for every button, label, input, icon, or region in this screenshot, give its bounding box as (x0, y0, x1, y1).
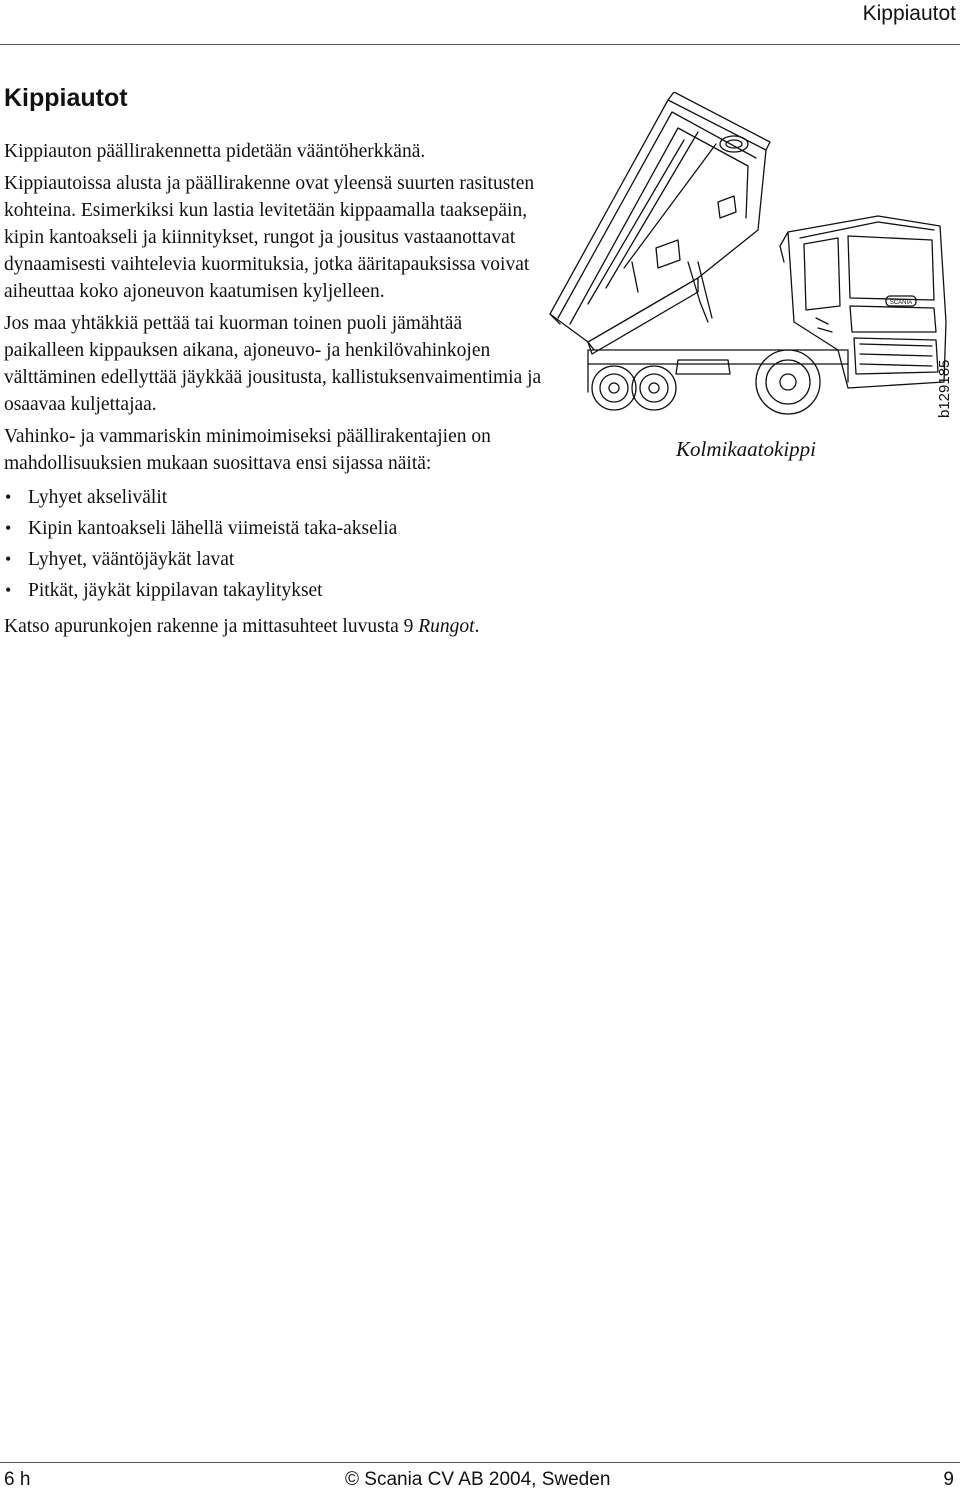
tipper-body (550, 92, 770, 354)
paragraph: Kippiautoissa alusta ja päällirakenne ovat yleensä suurten rasitusten kohteina. Esimerkiksi kun lastia levitetään kippaamalla taaksepäin, kipin kantoakseli ja kiinnitykset, rungot ja jousitus vastaanottavat dynaamisesti vaihtelevia kuormituksia, jotka ääritapauksissa voivat aiheuttaa koko ajoneuvon kaatumisen kyljelleen. (4, 173, 535, 302)
footer-chapter: 6 h (4, 1469, 31, 1490)
reference-paragraph (4, 613, 544, 640)
reference-text: Katso apurunkojen rakenne ja mittasuhteet luvusta 9 (4, 616, 419, 637)
tipper-truck-illustration (548, 92, 950, 432)
truck-cab (780, 216, 946, 388)
paragraph: Vahinko- ja vammariskin minimoimiseksi päällirakentajien on mahdollisuuksien mukaan suosittava ensi sijassa näitä: (4, 426, 491, 474)
section-heading: Kippiautot (4, 84, 128, 112)
reference-link-text: Rungot (418, 616, 475, 637)
list-item: • Pitkät, jäykät kippilavan takaylitykset (4, 575, 544, 606)
paragraph: Kippiauton päällirakennetta pidetään vääntöherkkänä. (4, 141, 426, 162)
figure-code: b129185 (936, 359, 953, 418)
reference-end: . (474, 616, 480, 637)
header-title: Kippiautot (862, 2, 956, 25)
paragraph: Jos maa yhtäkkiä pettää tai kuorman toinen puoli jämähtää paikalleen kippauksen aikana, ajoneuvo- ja henkilövahinkojen välttäminen edellyttää jäykkää jousitusta, kallistuksenvaimentimia ja osaavaa kuljettajaa. (4, 313, 542, 415)
list-item: • Lyhyet, vääntöjäykät lavat (4, 544, 544, 575)
header-divider (0, 44, 960, 45)
truck-chassis (588, 350, 848, 414)
body-text (4, 138, 544, 645)
list-item: • Lyhyet akselivälit (4, 482, 544, 513)
footer-page-number: 9 (943, 1469, 954, 1490)
bullet-list (4, 482, 544, 606)
footer-divider (0, 1462, 960, 1463)
footer-copyright: © Scania CV AB 2004, Sweden (345, 1469, 611, 1490)
cab-badge: SCANIA (889, 300, 913, 306)
figure-caption: Kolmikaatokippi (676, 437, 816, 461)
list-item: • Kipin kantoakseli lähellä viimeistä taka-akselia (4, 513, 544, 544)
